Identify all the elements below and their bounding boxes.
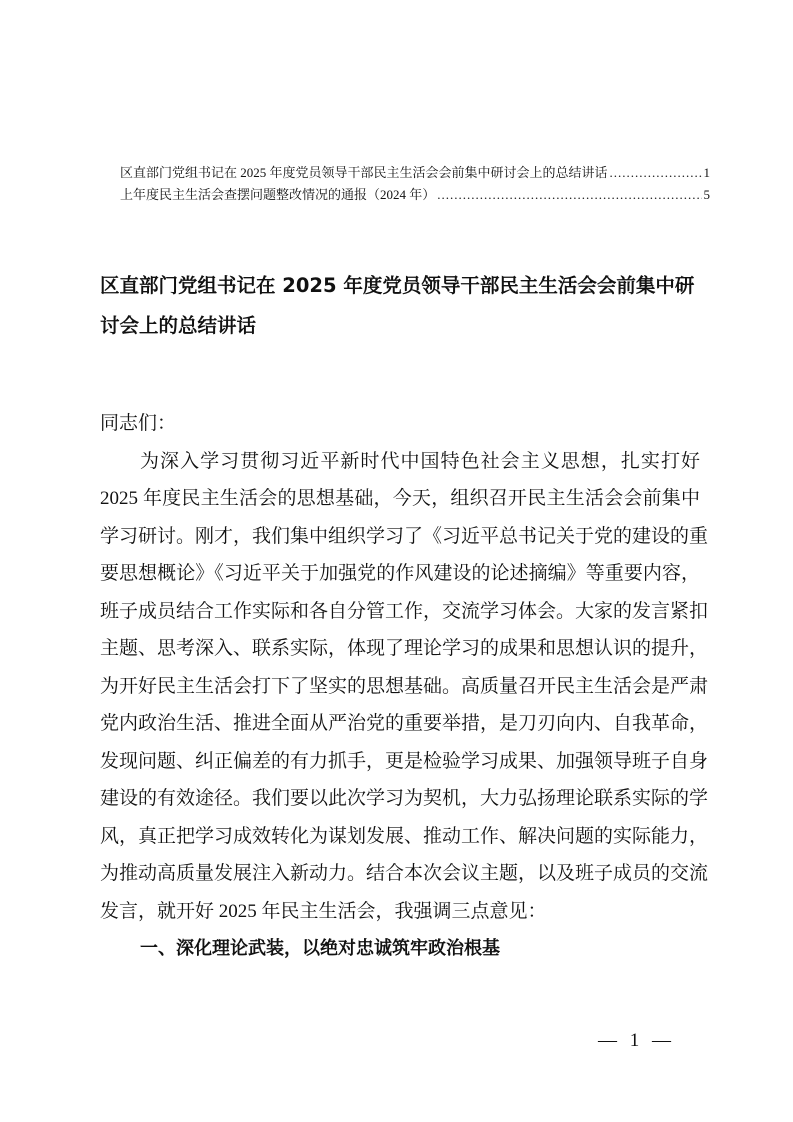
- paragraph-line: 2025 年度民主生活会的思想基础，今天，组织召开民主生活会会前集中: [100, 488, 700, 509]
- toc-entry-page: 1: [703, 165, 710, 180]
- toc-entry[interactable]: [120, 184, 710, 206]
- paragraph-line: 班子成员结合工作实际和各自分管工作，交流学习体会。大家的发言紧扣: [100, 600, 709, 622]
- toc-leader-dots: [610, 162, 702, 184]
- paragraph-line: 为开好民主生活会打下了坚实的思想基础。高质量召开民主生活会是严肃: [100, 675, 709, 697]
- paragraph-line: 要思想概论》《习近平关于加强党的作风建设的论述摘编》等重要内容，: [100, 563, 700, 584]
- title-line: 讨会上的总结讲话: [100, 314, 257, 337]
- paragraph-line: 建设的有效途径。我们要以此次学习为契机，大力弘扬理论联系实际的学: [100, 788, 709, 809]
- toc-entry-page: 5: [703, 187, 710, 202]
- document-title: [100, 266, 700, 346]
- toc-entry-title: 上年度民主生活会查摆问题整改情况的通报（2024 年）: [120, 187, 436, 202]
- title-line: 区直部门党组书记在 2025 年度党员领导干部民主生活会会前集中研: [100, 274, 695, 297]
- toc-entry-title: 区直部门党组书记在 2025 年度党员领导干部民主生活会会前集中研讨会上的总结讲话: [120, 165, 608, 180]
- toc-leader-dots: [437, 184, 701, 206]
- paragraph-line: 为深入学习贯彻习近平新时代中国特色社会主义思想，扎实打好: [140, 450, 700, 472]
- paragraph-line: 为推动高质量发展注入新动力。结合本次会议主题，以及班子成员的交流: [100, 863, 709, 884]
- paragraph-line: 学习研讨。刚才，我们集中组织学习了《习近平总书记关于党的建设的重: [100, 525, 709, 547]
- document-body: [100, 405, 709, 968]
- page-number: — 1 —: [598, 1030, 675, 1051]
- paragraph-line: 主题、思考深入、联系实际，体现了理论学习的成果和思想认识的提升，: [100, 638, 709, 659]
- section-heading: 一、深化理论武装，以绝对忠诚筑牢政治根基: [140, 938, 500, 959]
- paragraph-line: 发言，就开好 2025 年民主生活会，我强调三点意见：: [100, 900, 547, 922]
- paragraph-line: 党内政治生活、推进全面从严治党的重要举措，是刀刃向内、自我革命，: [100, 713, 709, 734]
- paragraph-line: 风，真正把学习成效转化为谋划发展、推动工作、解决问题的实际能力，: [100, 825, 709, 847]
- paragraph-line: 发现问题、纠正偏差的有力抓手，更是检验学习成果、加强领导班子自身: [100, 750, 709, 772]
- toc-entry[interactable]: [120, 162, 710, 184]
- table-of-contents: [120, 162, 710, 206]
- salutation: 同志们：: [100, 413, 177, 434]
- paragraph: [100, 443, 709, 931]
